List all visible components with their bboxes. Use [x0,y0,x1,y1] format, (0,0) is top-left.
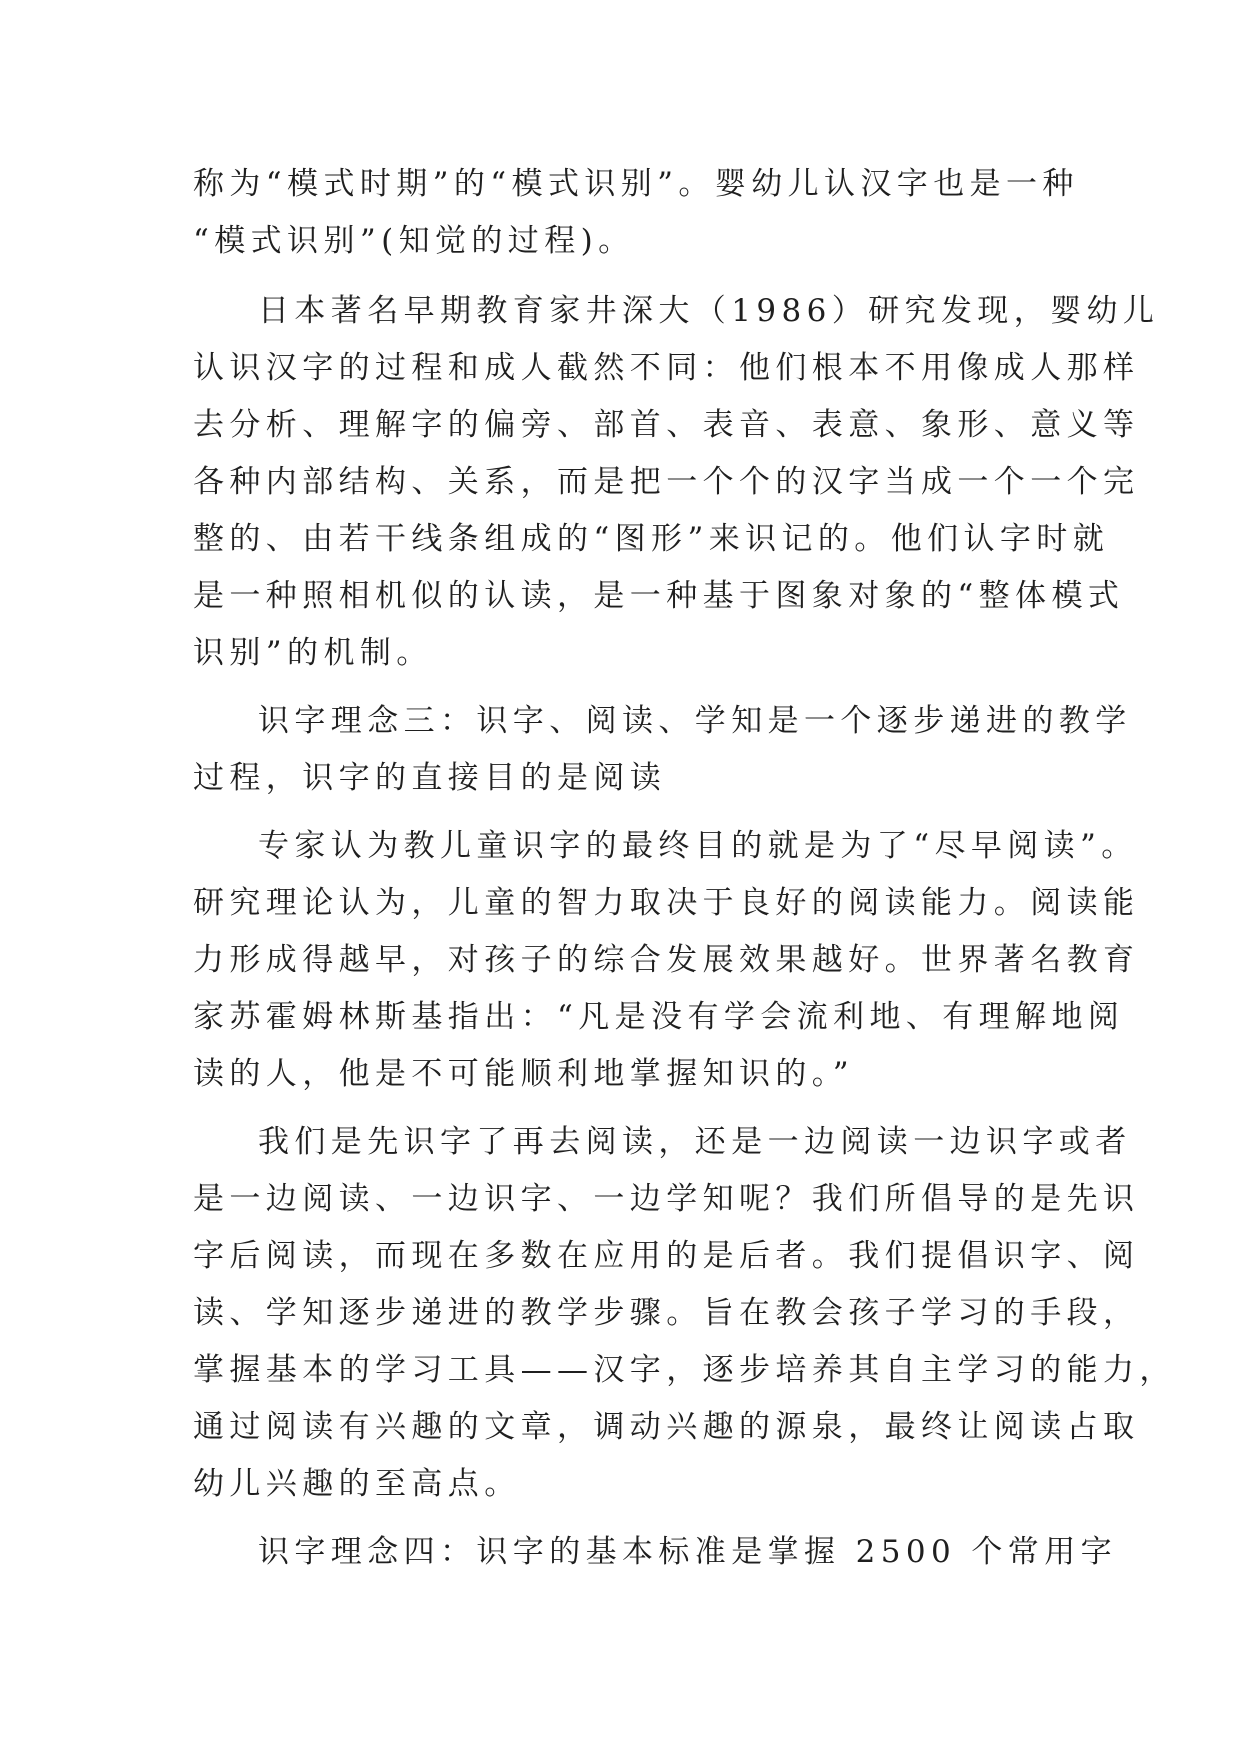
text-line-2: “模式识别”(知觉的过程)。 [193,223,635,259]
paragraph-start-line: 专家认为教儿童识字的最终目的就是为了“尽早阅读”。 [258,828,1138,864]
text-line-7: 整的、由若干线条组成的“图形”来识记的。他们认字时就 [193,521,1110,557]
text-line-13: 研究理论认为，儿童的智力取决于良好的阅读能力。阅读能 [193,885,1140,921]
text-line-5: 去分析、理解字的偏旁、部首、表音、表意、象形、意义等 [193,407,1140,443]
text-line-9: 识别”的机制。 [193,635,433,671]
text-line-23: 幼儿兴趣的至高点。 [193,1466,521,1502]
text-line-4: 认识汉字的过程和成人截然不同：他们根本不用像成人那样 [193,350,1140,386]
text-line-18: 是一边阅读、一边识字、一边学知呢？我们所倡导的是先识 [193,1181,1140,1217]
section-heading-line: 识字理念三：识字、阅读、学知是一个逐步递进的教学 [258,703,1132,739]
text-line-20: 读、学知逐步递进的教学步骤。旨在教会孩子学习的手段， [193,1295,1140,1331]
text-line-21: 掌握基本的学习工具——汉字，逐步培养其自主学习的能力， [193,1352,1176,1388]
text-line-6: 各种内部结构、关系，而是把一个个的汉字当成一个一个完 [193,464,1140,500]
text-line-15: 家苏霍姆林斯基指出：“凡是没有学会流利地、有理解地阅 [193,999,1125,1035]
section-heading-line-2: 过程，识字的直接目的是阅读 [193,760,667,796]
paragraph-start-line: 日本著名早期教育家井深大（1986）研究发现，婴幼儿 [258,293,1160,329]
paragraph-start-line: 我们是先识字了再去阅读，还是一边阅读一边识字或者 [258,1124,1132,1160]
text-line-8: 是一种照相机似的认读，是一种基于图象对象的“整体模式 [193,578,1125,614]
section-heading-line: 识字理念四：识字的基本标准是掌握 2500 个常用字 [258,1534,1117,1570]
text-line-22: 通过阅读有兴趣的文章，调动兴趣的源泉，最终让阅读占取 [193,1409,1140,1445]
text-line-16: 读的人，他是不可能顺利地掌握知识的。” [193,1056,854,1092]
text-line-19: 字后阅读，而现在多数在应用的是后者。我们提倡识字、阅 [193,1238,1140,1274]
text-line-14: 力形成得越早，对孩子的综合发展效果越好。世界著名教育 [193,942,1140,978]
text-line-1: 称为“模式时期”的“模式识别”。婴幼儿认汉字也是一种 [193,166,1079,202]
